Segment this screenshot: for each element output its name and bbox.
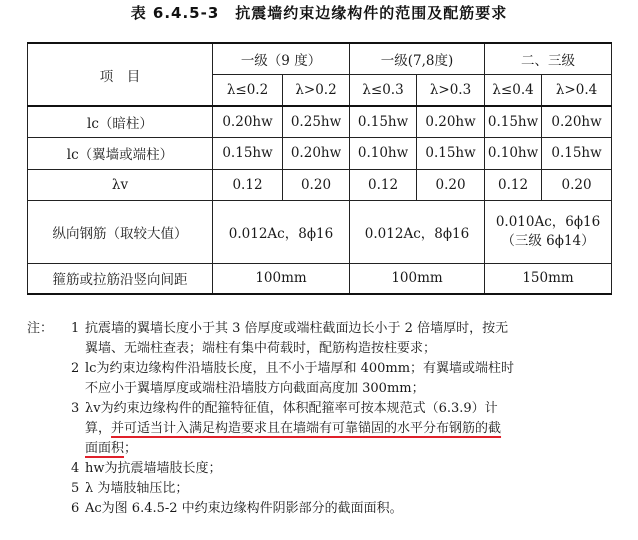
subheader: λ≤0.4 xyxy=(485,74,542,106)
subheader: λ>0.4 xyxy=(542,74,612,106)
table-cell: 0.20 xyxy=(283,169,350,200)
table-title: 表 6.4.5-3 抗震墙约束边缘构件的范围及配筋要求 xyxy=(130,4,508,22)
note-line: 不应小于翼墙厚度或端柱沿墙肢方向截面高度加 300mm； xyxy=(85,381,425,396)
highlighted-text: 面面积 xyxy=(85,441,125,456)
note-number: 1 xyxy=(71,321,80,336)
note-line: λ 为墙肢轴压比； xyxy=(85,481,189,496)
table-row xyxy=(28,200,612,263)
spec-table xyxy=(27,42,612,295)
subheader: λ>0.3 xyxy=(417,74,485,106)
table-cell: 0.12 xyxy=(213,169,283,200)
note-text: ； xyxy=(124,441,138,456)
note-number: 6 xyxy=(71,501,80,516)
note-line: Ac为图 6.4.5-2 中约束边缘构件阴影部分的截面面积。 xyxy=(85,501,403,516)
table-cell: 0.15hw xyxy=(350,106,417,137)
table-row xyxy=(28,137,612,169)
rebar-value: 0.010Ac，6ϕ16 xyxy=(495,213,601,230)
table-row xyxy=(28,106,612,137)
note-item xyxy=(27,399,627,459)
table-cell: 0.15hw xyxy=(213,137,283,169)
note-item xyxy=(27,499,627,519)
table-row xyxy=(28,169,612,200)
row-label: lc（翼墙或端柱） xyxy=(28,137,213,169)
table-cell: 0.15hw xyxy=(417,137,485,169)
table-cell: 150mm xyxy=(485,263,612,294)
notes-label: 注： xyxy=(27,321,54,336)
note-number: 2 xyxy=(71,361,80,376)
table-cell: 0.10hw xyxy=(350,137,417,169)
note-item xyxy=(27,479,627,499)
highlighted-text: 并可适当计入满足构造要求且在墙端有可靠锚固的水平分布钢筋的截 xyxy=(111,421,502,436)
row-label: 箍筋或拉筋沿竖向间距 xyxy=(28,263,213,294)
note-line xyxy=(85,419,627,439)
note-number: 3 xyxy=(71,401,80,416)
note-number: 4 xyxy=(71,461,80,476)
notes-section xyxy=(27,319,627,519)
note-item xyxy=(27,359,627,399)
group-header-1: 一级（9 度） xyxy=(213,43,350,74)
table-cell: 0.20 xyxy=(542,169,612,200)
group-header-3: 二、三级 xyxy=(485,43,612,74)
subheader: λ>0.2 xyxy=(283,74,350,106)
note-line: 翼墙、无端柱查表；端柱有集中荷载时，配筋构造按柱要求； xyxy=(85,341,437,356)
table-cell: 100mm xyxy=(350,263,485,294)
note-text: 算， xyxy=(85,421,112,436)
note-line: hw为抗震墙墙肢长度； xyxy=(85,461,222,476)
note-line xyxy=(85,439,627,459)
table-cell: 0.20hw xyxy=(283,137,350,169)
table-cell: 0.012Ac，8ϕ16 xyxy=(213,200,350,263)
note-number: 5 xyxy=(71,481,80,496)
note-line: lc为约束边缘构件沿墙肢长度，且不小于墙厚和 400mm；有翼墙或端柱时 xyxy=(85,361,515,376)
table-cell: 0.20hw xyxy=(542,106,612,137)
table-cell xyxy=(485,200,612,263)
row-label: lc（暗柱） xyxy=(28,106,213,137)
table-cell: 0.25hw xyxy=(283,106,350,137)
rebar-extra: （三级 6ϕ14） xyxy=(501,232,595,249)
row-label: 纵向钢筋（取较大值） xyxy=(28,200,213,263)
subheader: λ≤0.3 xyxy=(350,74,417,106)
note-item xyxy=(27,459,627,479)
note-line: 抗震墙的翼墙长度小于其 3 倍厚度或端柱截面边长小于 2 倍墙厚时，按无 xyxy=(85,321,509,336)
table-cell: 0.012Ac，8ϕ16 xyxy=(350,200,485,263)
table-row xyxy=(28,263,612,294)
table-cell: 0.12 xyxy=(350,169,417,200)
subheader: λ≤0.2 xyxy=(213,74,283,106)
table-cell: 0.20 xyxy=(417,169,485,200)
note-line: λv为约束边缘构件的配箍特征值，体积配箍率可按本规范式（6.3.9）计 xyxy=(85,401,498,416)
table-cell: 0.15hw xyxy=(485,106,542,137)
table-cell: 0.12 xyxy=(485,169,542,200)
item-header: 项 目 xyxy=(28,43,213,106)
table-cell: 0.20hw xyxy=(213,106,283,137)
table-cell: 100mm xyxy=(213,263,350,294)
row-label: λv xyxy=(28,169,213,200)
note-item xyxy=(27,319,627,359)
table-cell: 0.10hw xyxy=(485,137,542,169)
table-cell: 0.20hw xyxy=(417,106,485,137)
table-cell: 0.15hw xyxy=(542,137,612,169)
group-header-2: 一级(7,8度) xyxy=(350,43,485,74)
